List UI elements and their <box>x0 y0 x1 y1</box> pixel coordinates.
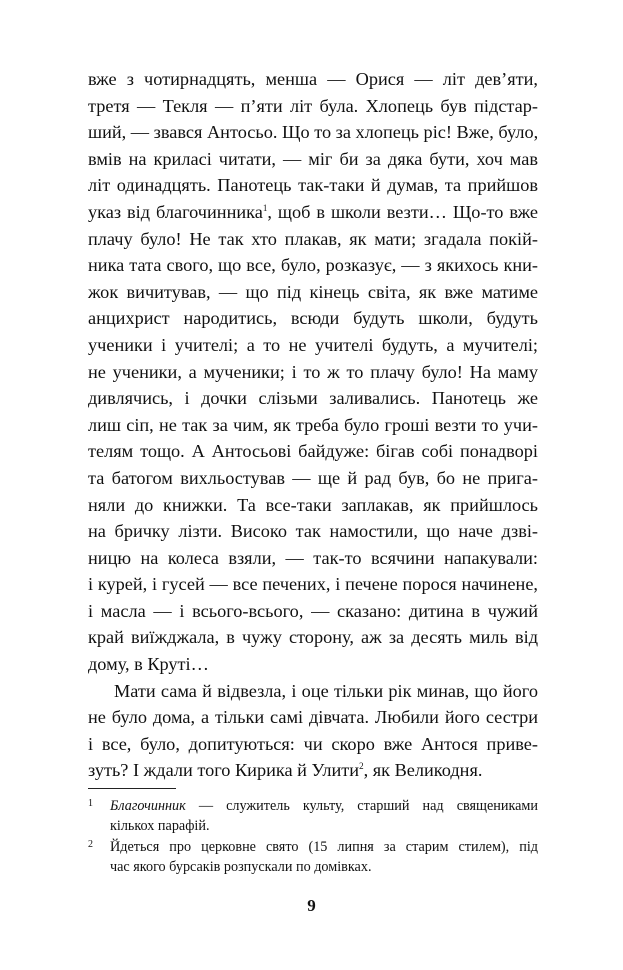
page-number: 9 <box>307 896 316 915</box>
text-line: ученики і учителі; а то не учителі будуть, а мучителі; <box>88 334 538 355</box>
footnote-line: Йдеться про церковне свято (15 липня за старим стилем), під <box>110 838 538 855</box>
footnote-ref-1[interactable]: 1 <box>262 202 268 213</box>
footnote-ref-2[interactable]: 2 <box>359 761 364 772</box>
footnotes <box>88 796 538 878</box>
footnote-divider <box>88 788 176 789</box>
text-line: і все, було, допитуються: чи скоро вже Антося приве- <box>88 733 538 754</box>
text-line: дому, в Круті… <box>88 654 209 675</box>
footnote-2 <box>88 837 538 878</box>
text-line: анцихрист народитись, всюди будуть школи, будуть <box>88 308 538 329</box>
footnote-line <box>110 796 538 816</box>
text-line: телям тощо. А Антосьові байдуже: бігав собі понадворі <box>88 441 538 462</box>
text-line: не було дома, а тільки самі дівчата. Любили його сестри <box>88 707 538 728</box>
text-line: і курей, і гусей — все печених, і печене порося начинене, <box>88 574 538 595</box>
text-line: третя — Текля — п’яти літ була. Хлопець був підстар- <box>88 95 538 116</box>
text-line: ший, — звався Антосьо. Що то за хлопець ріс! Вже, було, <box>88 122 539 143</box>
text-line: дивлячись, і дочки слізьми заливались. Панотець же <box>88 388 538 409</box>
text-line: ника тата свого, що все, було, розказує, — з якихось кни- <box>88 255 538 276</box>
text-line: вже з чотирнадцять, менша — Орися — літ дев’яти, <box>88 69 538 89</box>
footnote-term: Благочинник <box>110 798 186 814</box>
text-line: не ученики, а мученики; і то ж то плачу було! На маму <box>88 361 538 382</box>
text-line: жок вичитував, — що під кінець світа, як вже матиме <box>88 281 538 302</box>
footnote-number: 1 <box>88 798 93 809</box>
text-segment: указ від благочинника <box>88 201 263 222</box>
text-line: і масла — і всього-всього, — сказано: дитина в чужий <box>88 600 538 621</box>
text-segment: зуть? І ждали того Кирика й Улити <box>88 760 360 781</box>
footnote-1 <box>88 796 538 837</box>
footnote-line: кількох парафій. <box>110 818 210 835</box>
text-line-with-footnote-ref <box>88 757 538 784</box>
text-line: та батогом вихльостував — ще й рад був, бо не пригa- <box>88 467 538 488</box>
footnote-number: 2 <box>88 838 93 850</box>
footnote-text: — служитель культу, старший над священиками <box>185 798 538 814</box>
text-line: няли до книжки. Та все-таки заплакав, як прийшлось <box>88 494 538 515</box>
text-line: вмів на криласі читати, — міг би за дяка бути, хоч мав <box>88 148 538 169</box>
text-line: лиш сіп, не так за чим, як треба було гроші везти то учи- <box>88 414 538 435</box>
text-line: на бричку лізти. Високо так намостили, що наче дзві- <box>88 521 538 542</box>
footnote-line: час якого бурсаків розпускали по домівках. <box>110 859 372 876</box>
text-segment: , як Великодня. <box>363 760 483 781</box>
text-line: плачу було! Не так хто плакав, як мати; згадала покій- <box>88 228 538 249</box>
text-line-with-footnote-ref <box>88 199 538 226</box>
text-line: ницю на колеса взяли, — так-то всячини напакували: <box>88 547 538 568</box>
paragraph-first-line: Мати сама й відвезла, і оце тільки рік минав, що його <box>114 680 538 701</box>
main-text <box>88 66 538 784</box>
text-line: край виїжджала, в чужу сторону, аж за десять миль від <box>88 627 538 648</box>
text-line: літ одинадцять. Панотець так-таки й думав, та прийшов <box>88 175 538 196</box>
text-segment: , щоб в школи везти… Що-то вже <box>267 201 538 222</box>
